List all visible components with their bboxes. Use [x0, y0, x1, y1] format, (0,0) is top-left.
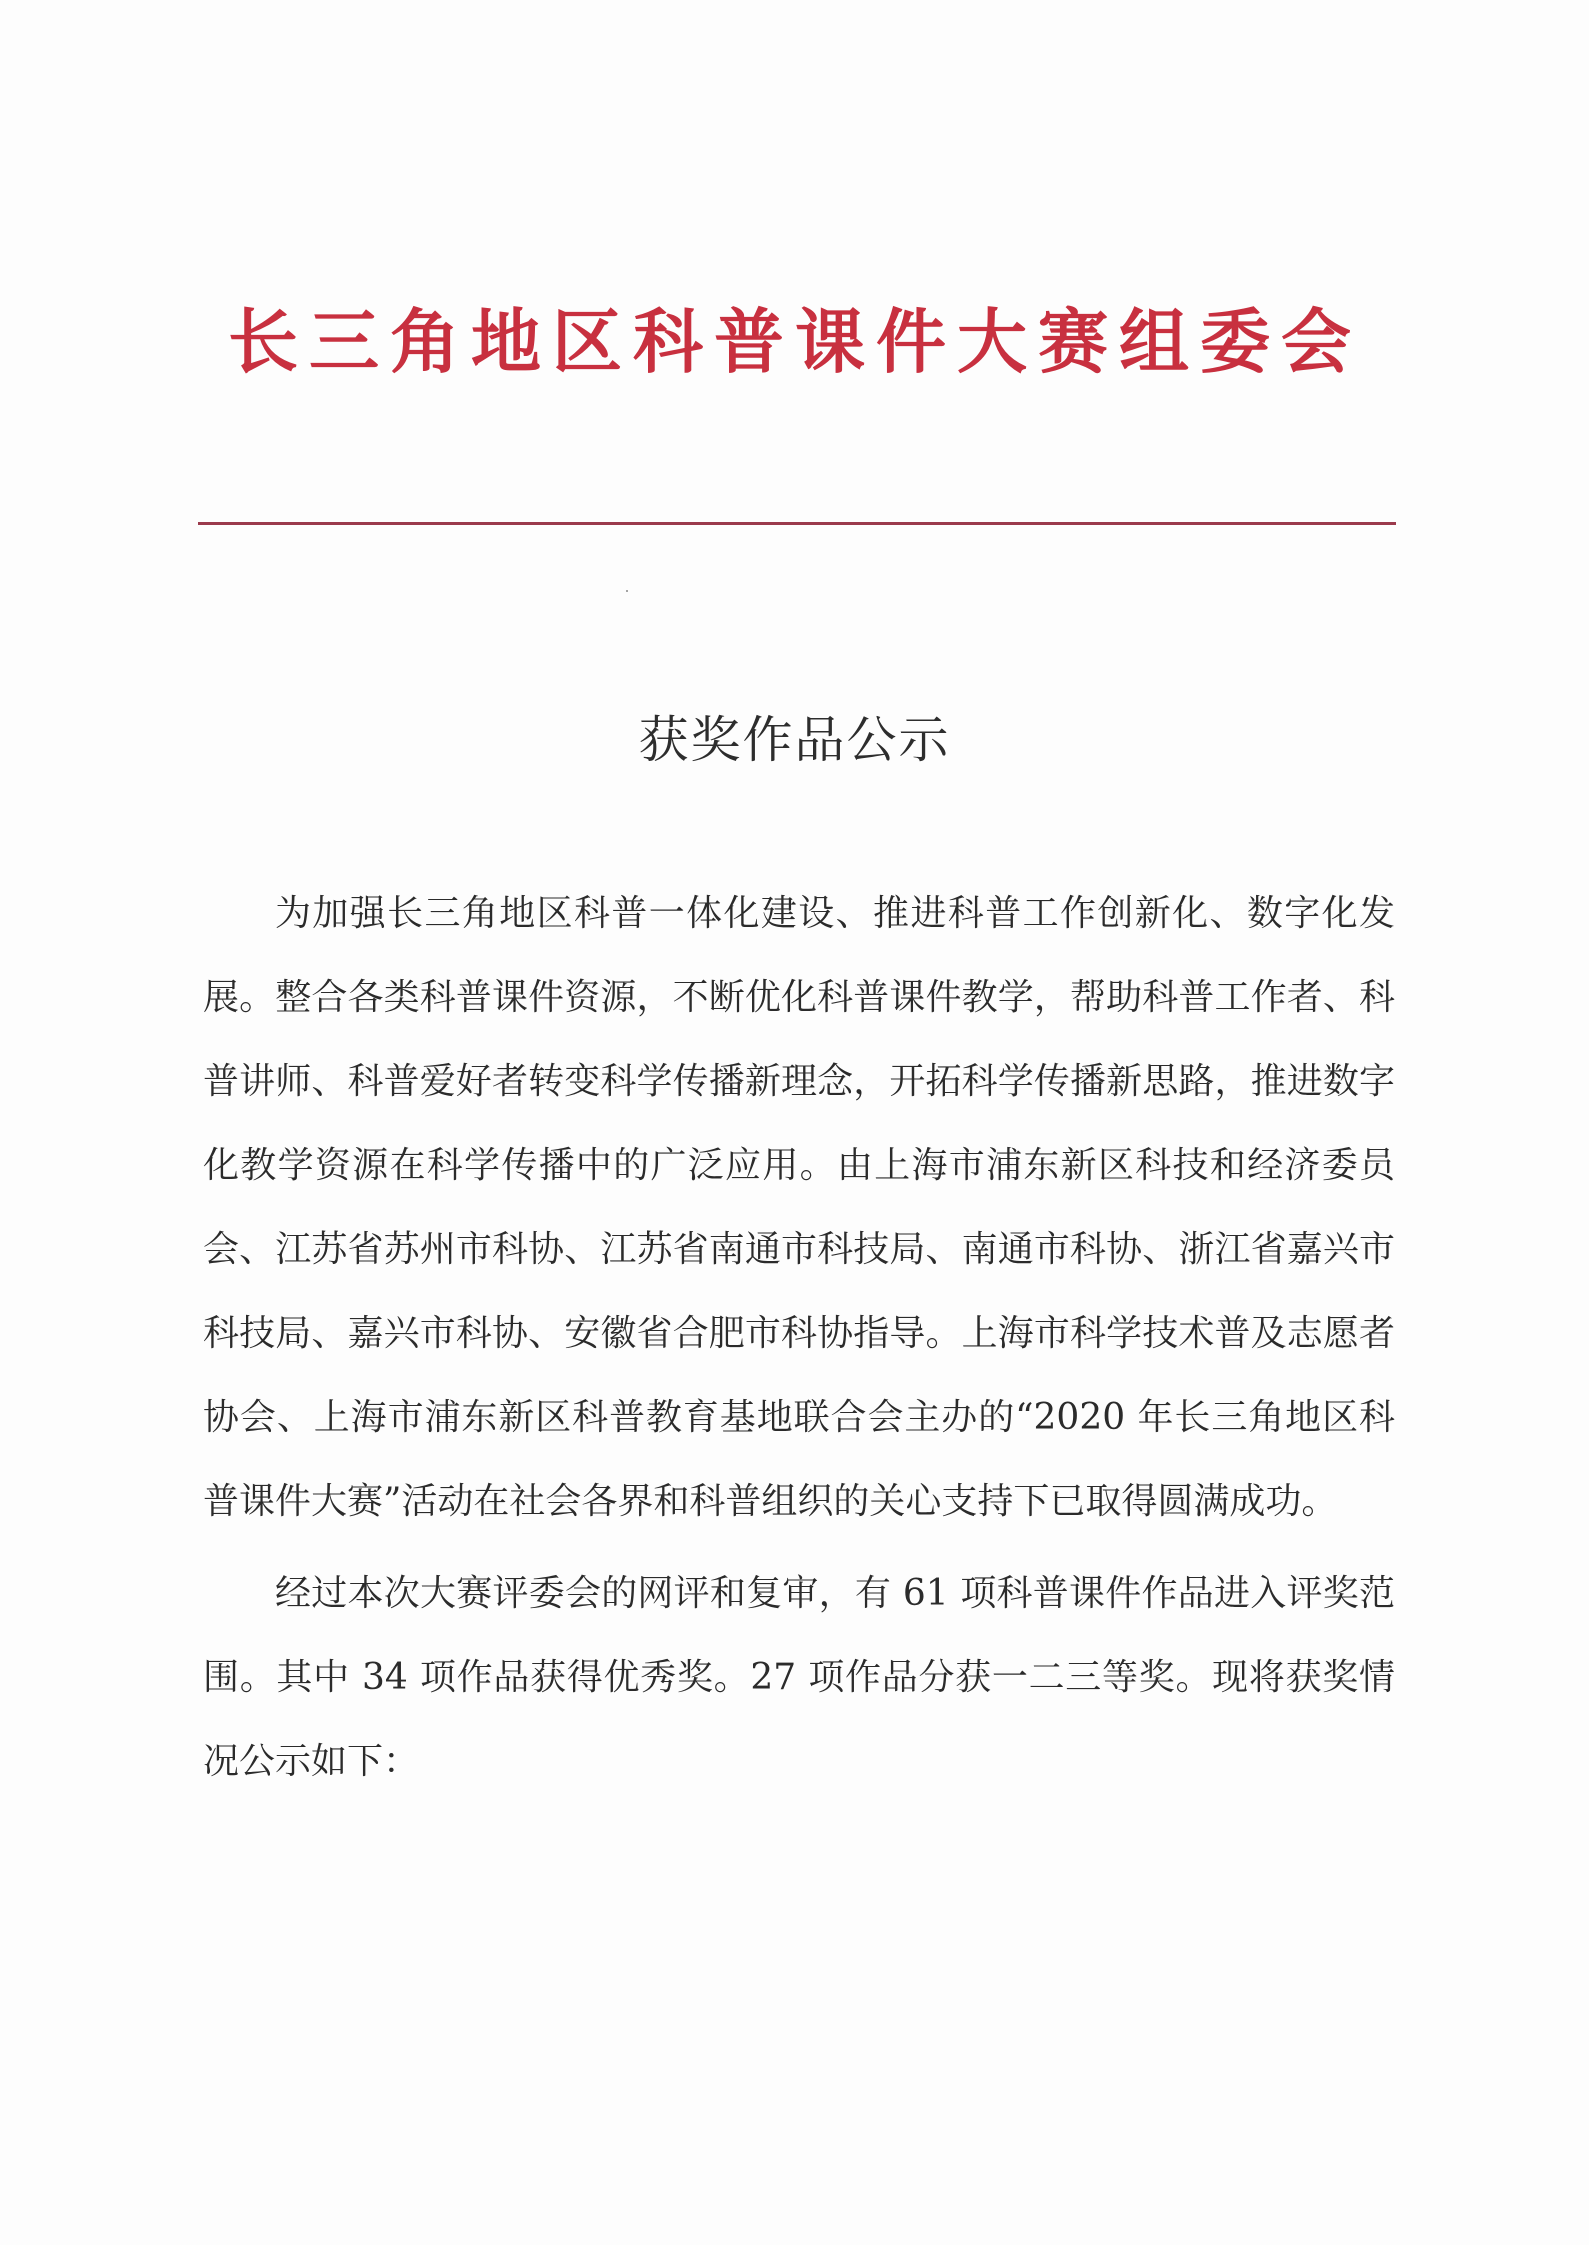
document-title: 获奖作品公示 — [638, 711, 951, 769]
organization-header: 长三角地区科普课件大赛组委会 — [228, 301, 1362, 383]
document-body — [203, 872, 1395, 1804]
header-divider — [198, 522, 1396, 525]
body-paragraph-results: 经过本次大赛评委会的网评和复审，有 61 项科普课件作品进入评奖范围。其中 34 项作品获得优秀奖。27 项作品分获一二三等奖。现将获奖情况公示如下： — [203, 1573, 1395, 1782]
body-paragraph-intro: 为加强长三角地区科普一体化建设、推进科普工作创新化、数字化发展。整合各类科普课件资源，不断优化科普课件教学，帮助科普工作者、科普讲师、科普爱好者转变科学传播新理念，开拓科学传播新思路，推进数字化教学资源在科学传播中的广泛应用。由上海市浦东新区科技和经济委员会、江苏省苏州市科协、江苏省南通市科技局、南通市科协、浙江省嘉兴市科技局、嘉兴市科协、安徽省合肥市科协指导。上海市科学技术普及志愿者协会、上海市浦东新区科普教育基地联合会主办的“2020 年长三角地区科普课件大赛”活动在社会各界和科普组织的关心支持下已取得圆满成功。 — [203, 893, 1395, 1522]
scan-speck — [626, 590, 628, 592]
